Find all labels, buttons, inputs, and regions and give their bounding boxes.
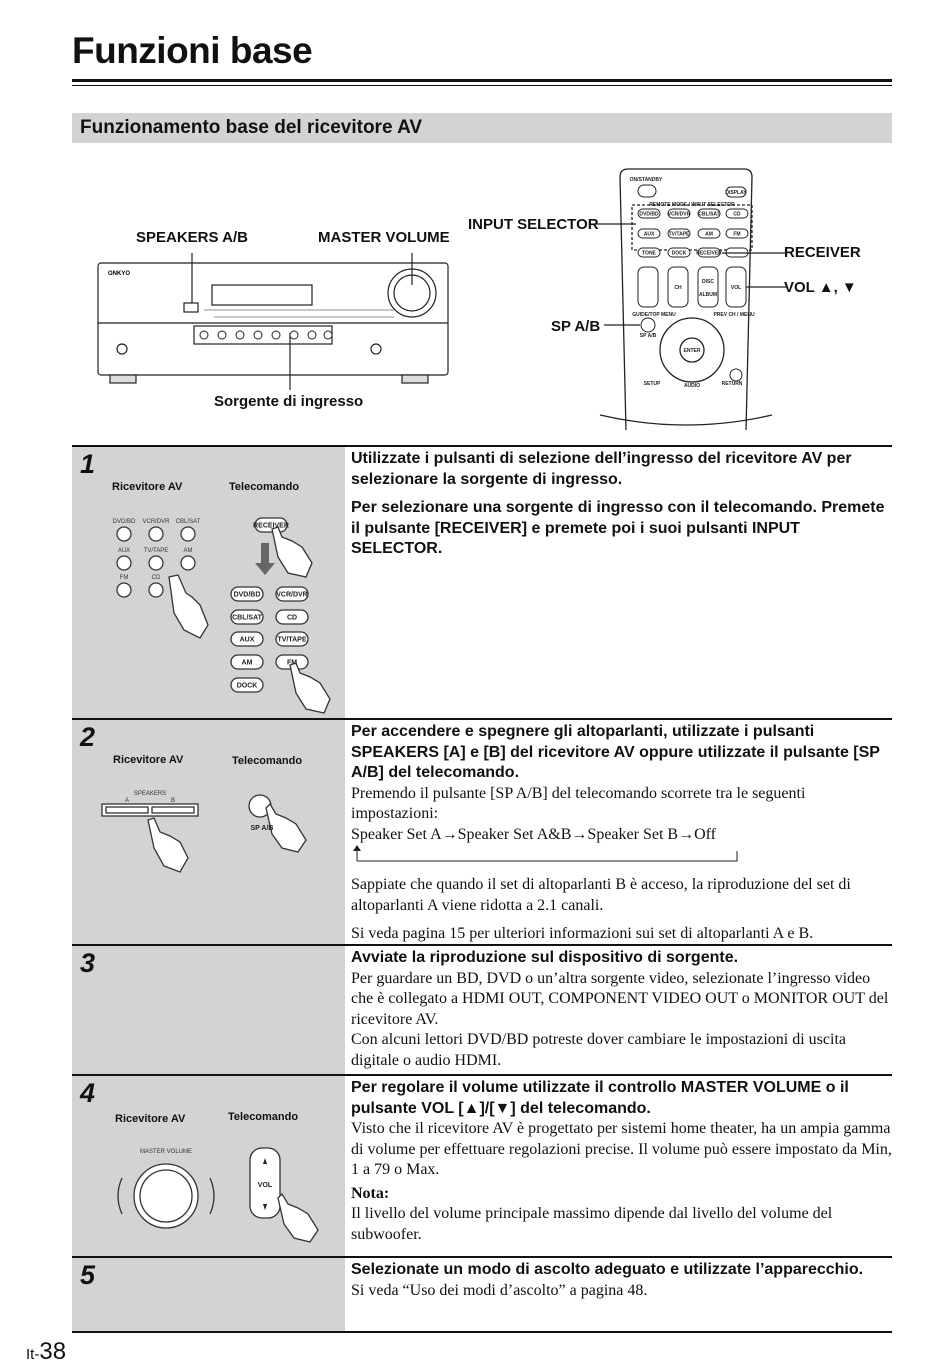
remote-tv: TV/TAPE	[668, 231, 690, 238]
remote-cbl-label: CBL/SAT	[232, 614, 262, 622]
label-remote: Telecomando	[229, 481, 300, 493]
remote-disc: DISC	[702, 279, 714, 285]
step-4-illustration-panel	[72, 1076, 345, 1256]
label-receiver-av: Ricevitore AV	[112, 481, 183, 493]
step-3	[72, 944, 892, 1074]
step-1-heading: Utilizzate i pulsanti di selezione dell’ingresso del ricevitore AV per selezionare la sorgente di ingresso.	[351, 450, 852, 488]
speaker-a-label: A	[124, 798, 130, 804]
step-1	[72, 445, 892, 718]
remote-spab-label: SP A/B	[250, 825, 274, 832]
brand-logo: ONKYO	[108, 271, 131, 277]
remote-dvd: DVD/BD	[639, 211, 659, 218]
steps-table	[72, 445, 892, 1333]
remote-spab: SP A/B	[639, 333, 657, 339]
remote-return: RETURN	[721, 381, 743, 387]
panel-label-am: AM	[183, 548, 193, 554]
remote-vcr-label: VCR/DVR	[276, 591, 308, 599]
remote-tone: TONE	[642, 250, 656, 257]
panel-label-tv: TV/TAPE	[143, 548, 169, 554]
step-number: 3	[80, 948, 96, 978]
step-3-text-2: Con alcuni lettori DVD/BD potreste dover cambiare le impostazioni di uscita digitale o audio HDMI.	[351, 1031, 846, 1069]
step-number: 1	[80, 449, 96, 479]
remote-dock-label: DOCK	[236, 682, 258, 690]
master-volume-label: MASTER VOLUME	[139, 1149, 193, 1155]
label-receiver-av: Ricevitore AV	[115, 1113, 186, 1125]
remote-audio: AUDIO	[683, 383, 701, 389]
remote-receiver-label: RECEIVER	[253, 522, 289, 530]
step-4-note-title: Nota:	[351, 1184, 390, 1202]
remote-setup: SETUP	[643, 381, 661, 387]
step-number: 4	[80, 1078, 96, 1108]
speaker-b-label: B	[170, 798, 176, 804]
remote-fm: FM	[733, 231, 741, 238]
remote-cd-label: CD	[286, 614, 298, 622]
step-number: 5	[80, 1260, 96, 1290]
step-3-text-1: Per guardare un BD, DVD o un’altra sorgente video, selezionate l’ingresso video che è collegato a HDMI OUT, COMPONENT VIDEO OUT o MONITOR OUT del ricevitore AV.	[351, 969, 889, 1028]
label-receiver: RECEIVER	[784, 244, 861, 261]
input-selector-illustration	[102, 513, 332, 718]
label-vol: VOL ▲, ▼	[784, 279, 857, 296]
label-source: Sorgente di ingresso	[214, 393, 364, 410]
step-2-text-1: Premendo il pulsante [SP A/B] del telecomando scorrete tra le seguenti impostazioni:	[351, 784, 806, 822]
remote-prev: PREV CH / MENU	[713, 312, 755, 318]
page-number	[26, 1338, 66, 1366]
speakers-illustration	[100, 786, 330, 886]
step-2-text-3: Si veda pagina 15 per ulteriori informazioni sui set di altoparlanti A e B.	[351, 925, 814, 942]
step-2-text-2: Sappiate che quando il set di altoparlanti B è acceso, la riproduzione del set di altoparlanti A viene ridotta a 2.1 canali.	[351, 876, 851, 914]
step-5-heading: Selezionate un modo di ascolto adeguato e utilizzate l’apparecchio.	[351, 1261, 864, 1278]
step-5-panel	[72, 1258, 345, 1331]
label-remote: Telecomando	[228, 1111, 299, 1123]
panel-label-fm: FM	[119, 575, 129, 581]
step-4	[72, 1074, 892, 1256]
step-4-heading: Per regolare il volume utilizzate il controllo MASTER VOLUME o il pulsante VOL [▲]/[▼] del telecomando.	[351, 1079, 849, 1117]
remote-on-standby: ON/STANDBY	[629, 177, 663, 183]
title-rule-thin	[72, 85, 892, 86]
panel-label-aux: AUX	[117, 548, 131, 554]
label-speakers-ab: SPEAKERS A/B	[136, 229, 248, 246]
step-4-text	[351, 1076, 892, 1251]
remote-receiver: RECEIVER	[696, 250, 722, 257]
step-2	[72, 718, 892, 944]
remote-control-illustration	[596, 165, 786, 430]
label-receiver-av: Ricevitore AV	[113, 754, 184, 766]
label-sp-ab: SP A/B	[551, 318, 601, 335]
label-master-volume: MASTER VOLUME	[318, 229, 450, 246]
cycle-return-arrow	[351, 845, 892, 867]
remote-vcr: VCR/DVR	[667, 211, 691, 218]
remote-am-label: AM	[241, 659, 253, 667]
step-2-cycle: Speaker Set A→Speaker Set A&B→Speaker Set B→Off	[351, 825, 716, 843]
remote-fm-label: FM	[286, 659, 298, 667]
step-4-note: Il livello del volume principale massimo dipende dal livello del volume del subwoofer.	[351, 1205, 833, 1243]
panel-label-cd: CD	[151, 575, 161, 581]
remote-aux-label: AUX	[239, 636, 255, 644]
title-rule	[72, 79, 892, 82]
step-1-subheading: Per selezionare una sorgente di ingresso con il telecomando. Premete il pulsante [RECEIVER] e premete poi i suoi pulsanti INPUT SELECTOR.	[351, 499, 885, 557]
step-5-text	[351, 1258, 892, 1307]
panel-label-cbl: CBL/SAT	[175, 519, 201, 525]
step-3-panel	[72, 946, 345, 1074]
remote-enter: ENTER	[683, 348, 701, 354]
remote-vol: VOL	[730, 285, 742, 291]
panel-label-dvd: DVD/BD	[112, 519, 136, 525]
speakers-label: SPEAKERS	[133, 791, 167, 797]
volume-illustration	[102, 1142, 332, 1252]
step-2-text	[351, 720, 892, 951]
step-1-illustration-panel	[72, 447, 345, 718]
label-input-selector: INPUT SELECTOR	[468, 216, 599, 233]
remote-dvd-label: DVD/BD	[233, 591, 261, 599]
panel-label-vcr: VCR/DVR	[142, 519, 170, 525]
step-3-text	[351, 946, 892, 1077]
section-title: Funzionamento base del ricevitore AV	[80, 117, 423, 138]
step-2-illustration-panel	[72, 720, 345, 944]
step-4-text-1: Visto che il ricevitore AV è progettato per sistemi home theater, ha un ampia gamma di volume per effettuare regolazioni precise. Il volume può essere impostato da Min, 1 a 79 o Max.	[351, 1120, 892, 1178]
remote-vol-label: VOL	[257, 1182, 273, 1189]
page-number-prefix: It-	[26, 1346, 40, 1363]
step-number: 2	[80, 722, 96, 752]
remote-display: DISPLAY	[725, 190, 747, 196]
remote-ch: CH	[674, 285, 682, 291]
receiver-front-panel-illustration	[94, 245, 464, 390]
remote-album: ALBUM	[698, 292, 718, 298]
page-title: Funzioni base	[72, 30, 313, 71]
remote-cd: CD	[733, 211, 741, 218]
step-1-text	[351, 447, 892, 566]
step-5-text-1: Si veda “Uso dei modi d’ascolto” a pagina 48.	[351, 1281, 648, 1299]
remote-dock: DOCK	[671, 250, 687, 257]
remote-aux: AUX	[643, 231, 655, 238]
remote-mode: REMOTE MODE / INPUT SELECTOR	[649, 202, 735, 208]
label-remote: Telecomando	[232, 755, 303, 767]
remote-am: AM	[705, 231, 713, 238]
step-2-heading: Per accendere e spegnere gli altoparlanti, utilizzate i pulsanti SPEAKERS [A] e [B] del ricevitore AV oppure utilizzate il pulsante [SP A/B] del telecomando.	[351, 723, 880, 781]
remote-tv-label: TV/TAPE	[277, 636, 307, 644]
remote-guide: GUIDE/TOP MENU	[632, 312, 676, 318]
page-number-value: 38	[39, 1338, 67, 1365]
remote-cbl: CBL/SAT	[698, 211, 720, 218]
step-3-heading: Avviate la riproduzione sul dispositivo di sorgente.	[351, 949, 739, 966]
step-5	[72, 1256, 892, 1333]
